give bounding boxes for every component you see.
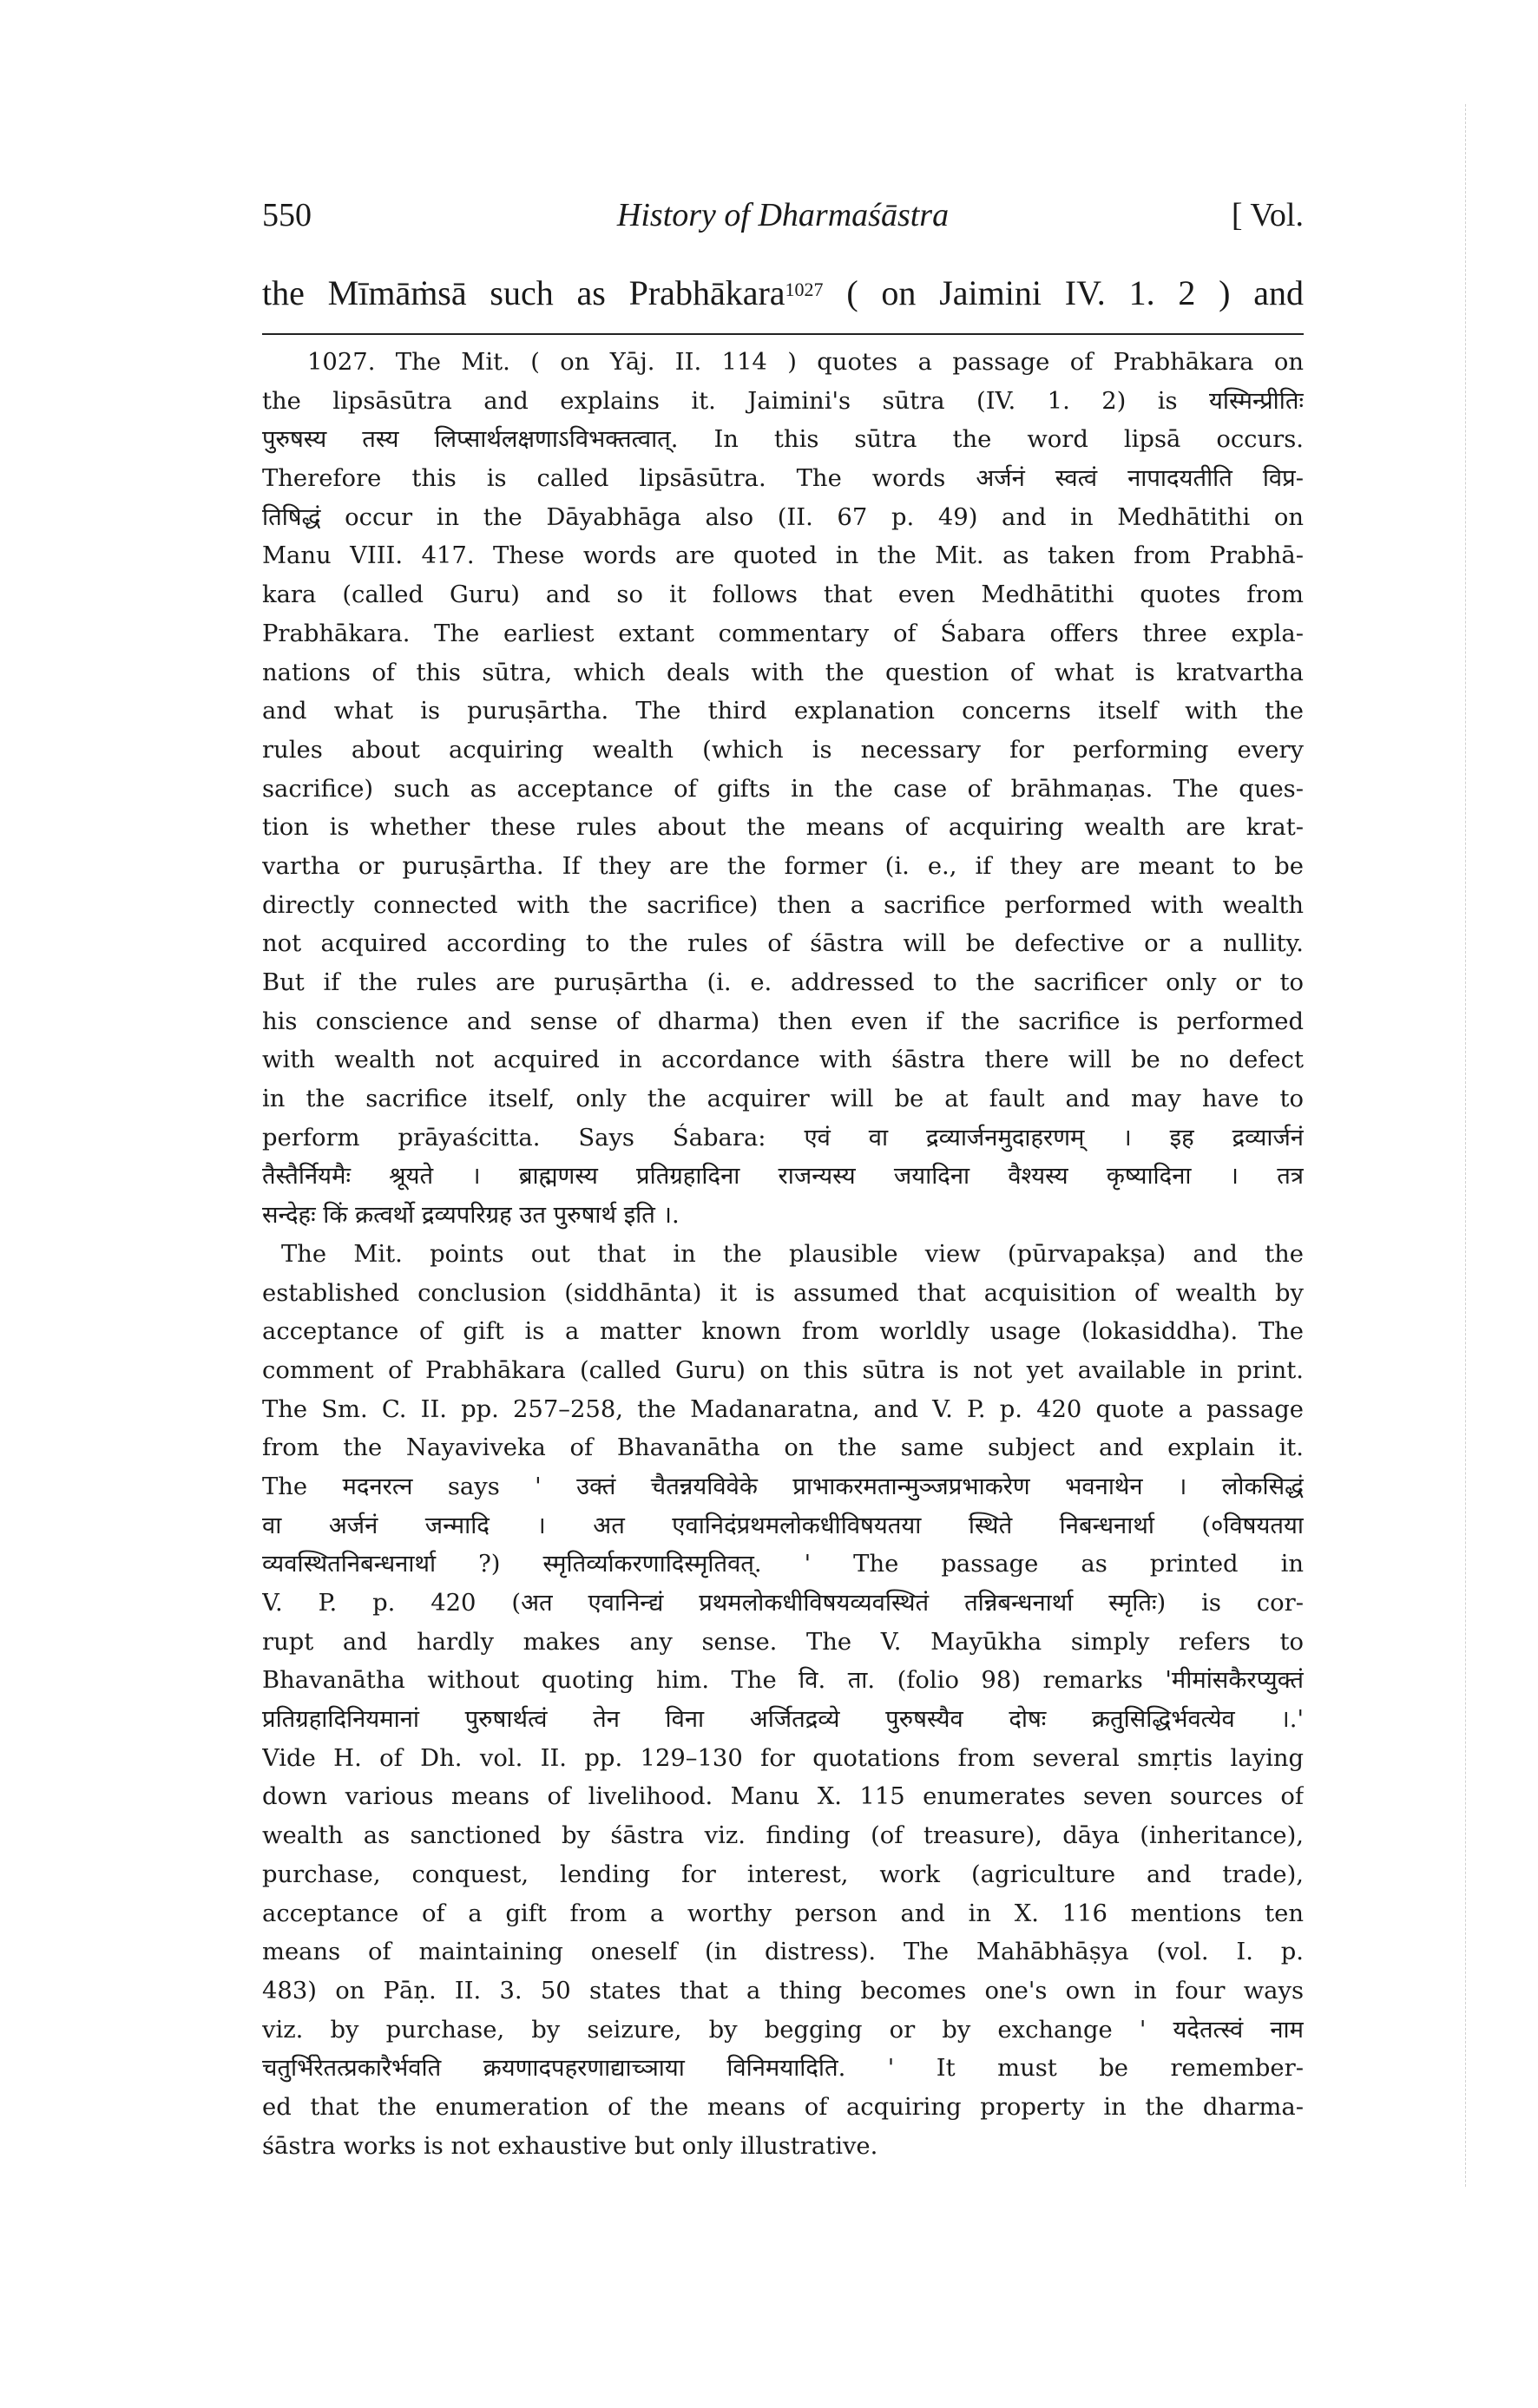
- footnote-line: from the Nayaviveka of Bhavanātha on the same subject and explain it.: [262, 1434, 1304, 1462]
- footnote-line: व्यवस्थितनिबन्धनार्था ?) स्मृतिर्व्याकरणादिस्मृतिवत्. ' The passage as printed in: [262, 1551, 1304, 1578]
- footnote-line: The Mit. points out that in the plausible view (pūrvapakṣa) and the: [281, 1240, 1304, 1268]
- footnote-line: तैस्तैर्नियमैः श्रूयते । ब्राह्मणस्य प्रतिग्रहादिना राजन्यस्य जयादिना वैश्यस्य कृष्यादिना । तत्र: [262, 1163, 1304, 1191]
- footnote-line: comment of Prabhākara (called Guru) on this sūtra is not yet available in print.: [262, 1356, 1304, 1384]
- footnote-line: established conclusion (siddhānta) it is assumed that acquisition of wealth by: [262, 1279, 1304, 1307]
- footnote-line: with wealth not acquired in accordance with śāstra there will be no defect: [262, 1047, 1304, 1074]
- footnote-line: in the sacrifice itself, only the acquirer will be at fault and may have to: [262, 1086, 1304, 1113]
- footnote-line: Therefore this is called lipsāsūtra. The words अर्जनं स्वत्वं नापादयतीति विप्र-: [262, 465, 1304, 493]
- footnote-line: V. P. p. 420 (अत एवानिन्द्यं प्रथमलोकधीविषयव्यवस्थितं तन्निबन्धनार्था स्मृतिः) is cor-: [262, 1590, 1304, 1617]
- footnote-line: ed that the enumeration of the means of acquiring property in the dharma-: [262, 2093, 1304, 2121]
- footnote-line: Vide H. of Dh. vol. II. pp. 129–130 for quotations from several smṛtis laying: [262, 1744, 1304, 1772]
- footnote-line: kara (called Guru) and so it follows that even Medhātithi quotes from: [262, 581, 1304, 609]
- footnote-line: his conscience and sense of dharma) then even if the sacrifice is performed: [262, 1007, 1304, 1035]
- body-text-before: the Mīmāṁsā such as Prabhākara: [262, 273, 785, 312]
- footnote-line: rules about acquiring wealth (which is necessary for performing every: [262, 736, 1304, 764]
- footnote-line: Bhavanātha without quoting him. The वि. ता. (folio 98) remarks 'मीमांसकैरप्युक्तं: [262, 1667, 1304, 1695]
- footnote-line: Prabhākara. The earliest extant commentary of Śabara offers three expla-: [262, 620, 1304, 647]
- footnote-line: wealth as sanctioned by śāstra viz. finding (of treasure), dāya (inheritance),: [262, 1822, 1304, 1850]
- footnote-line: directly connected with the sacrifice) then a sacrifice performed with wealth: [262, 891, 1304, 919]
- page-header: [262, 189, 1304, 241]
- footnote-line: perform prāyaścitta. Says Śabara: एवं वा द्रव्यार्जनमुदाहरणम् । इह द्रव्यार्जनं: [262, 1124, 1304, 1152]
- volume-mark: [ Vol.: [1231, 197, 1304, 233]
- footnote-line: The मदनरत्न says ' उक्तं चैतन्नयविवेके प्राभाकरमतान्मुञ्जप्रभाकरेण भवनाथेन । लोकसिद्धं: [262, 1473, 1304, 1500]
- page-number: 550: [262, 197, 312, 233]
- footnote-line: वा अर्जनं जन्मादि । अत एवानिदंप्रथमलोकधीविषयतया स्थिते निबन्धनार्था (०विषयतया: [262, 1512, 1304, 1539]
- body-text-after: ( on Jaimini IV. 1. 2 ) and: [823, 273, 1305, 312]
- footnote-line: सन्देहः किं क्रत्वर्थो द्रव्यपरिग्रह उत पुरुषार्थ इति ।.: [262, 1202, 680, 1230]
- footnote-line: the lipsāsūtra and explains it. Jaimini's sūtra (IV. 1. 2) is यस्मिन्प्रीतिः: [262, 387, 1304, 415]
- footnote-line: and what is puruṣārtha. The third explanation concerns itself with the: [262, 698, 1304, 725]
- footnote-line: down various means of livelihood. Manu X. 115 enumerates seven sources of: [262, 1783, 1304, 1811]
- footnote-line: vartha or puruṣārtha. If they are the former (i. e., if they are meant to be: [262, 852, 1304, 880]
- footnote-line: 483) on Pāṇ. II. 3. 50 states that a thing becomes one's own in four ways: [262, 1977, 1304, 2004]
- page-edge-line: [1465, 104, 1466, 2187]
- running-title: History of Dharmaśāstra: [616, 197, 950, 233]
- footnote-line: means of maintaining oneself (in distress). The Mahābhāṣya (vol. I. p.: [262, 1939, 1304, 1966]
- footnote-line: acceptance of a gift from a worthy person and in X. 116 mentions ten: [262, 1899, 1304, 1927]
- footnote-divider: [262, 333, 1304, 335]
- footnote-line: rupt and hardly makes any sense. The V. Mayūkha simply refers to: [262, 1628, 1304, 1656]
- footnote-block: [262, 344, 1304, 2160]
- footnote-line: śāstra works is not exhaustive but only illustrative.: [262, 2132, 878, 2160]
- footnote-line: acceptance of gift is a matter known from worldly usage (lokasiddha). The: [262, 1318, 1304, 1346]
- footnote-line: viz. by purchase, by seizure, by begging or by exchange ' यदेतत्स्वं नाम: [262, 2016, 1304, 2044]
- footnote-line: purchase, conquest, lending for interest, work (agriculture and trade),: [262, 1860, 1304, 1888]
- footnote-reference: 1027: [785, 279, 824, 300]
- footnote-line: sacrifice) such as acceptance of gifts in the case of brāhmaṇas. The ques-: [262, 775, 1304, 803]
- footnote-line: Manu VIII. 417. These words are quoted in the Mit. as taken from Prabhā-: [262, 542, 1304, 570]
- footnote-line: पुरुषस्य तस्य लिप्सार्थलक्षणाऽविभक्तत्वात्. In this sūtra the word lipsā occurs.: [262, 426, 1304, 454]
- footnote-line: प्रतिग्रहादिनियमानां पुरुषार्थत्वं तेन विना अर्जितद्रव्ये पुरुषस्यैव दोषः क्रतुसिद्धिर्भवत्येव ।.': [262, 1706, 1304, 1734]
- footnote-line: not acquired according to the rules of śāstra will be defective or a nullity.: [262, 930, 1304, 958]
- footnote-line: 1027. The Mit. ( on Yāj. II. 114 ) quotes a passage of Prabhākara on: [307, 349, 1304, 376]
- footnote-line: But if the rules are puruṣārtha (i. e. addressed to the sacrificer only or to: [262, 969, 1304, 996]
- footnote-line: The Sm. C. II. pp. 257–258, the Madanaratna, and V. P. p. 420 quote a passage: [262, 1395, 1304, 1423]
- footnote-line: nations of this sūtra, which deals with the question of what is kratvartha: [262, 659, 1304, 686]
- footnote-line: तिषिद्धं occur in the Dāyabhāga also (II. 67 p. 49) and in Medhātithi on: [262, 503, 1304, 531]
- body-text-line: [262, 267, 1304, 319]
- footnote-line: tion is whether these rules about the means of acquiring wealth are krat-: [262, 814, 1304, 842]
- footnote-line: चतुर्भिरेतत्प्रकारैर्भवति क्रयणादपहरणाद्याच्ञाया विनिमयादिति. ' It must be remember-: [262, 2055, 1304, 2083]
